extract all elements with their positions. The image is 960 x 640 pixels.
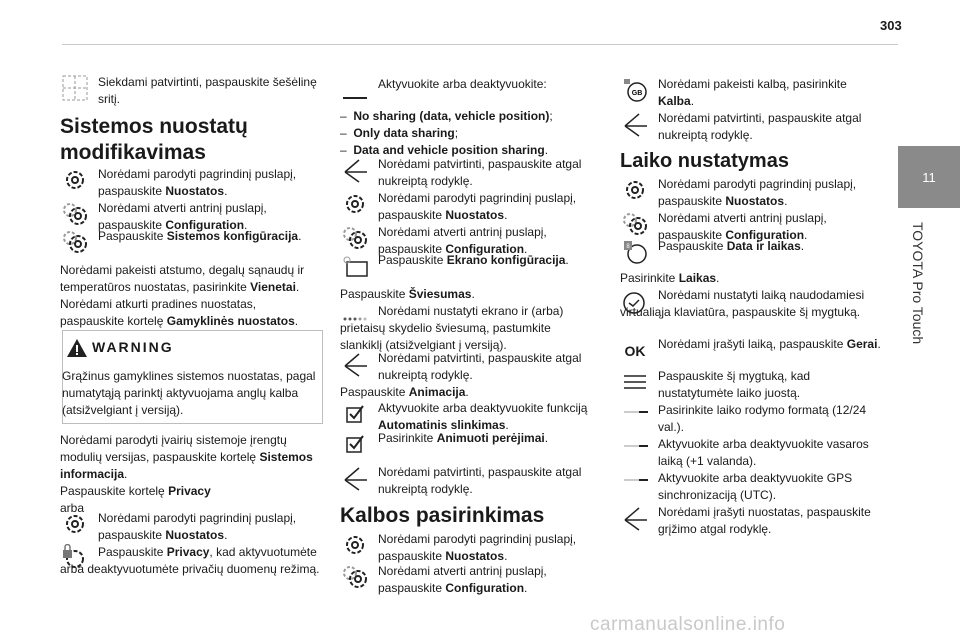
step-text: Pasirinkite bbox=[378, 431, 437, 445]
step-bold: Kalba bbox=[658, 94, 691, 108]
grid-icon bbox=[60, 74, 90, 104]
step-text: Norėdami parodyti pagrindinį puslapį, paspauskite bbox=[98, 167, 297, 198]
para-end: . bbox=[465, 385, 469, 399]
step-bold: Automatinis slinkimas bbox=[378, 418, 506, 432]
step-end: . bbox=[224, 528, 228, 542]
bullet-item: – No sharing (data, vehicle position); bbox=[340, 109, 553, 123]
para-end: . bbox=[124, 467, 128, 481]
step-text: Norėdami atverti antrinį puslapį, paspauskite bbox=[378, 225, 547, 256]
para-text: Norėdami parodyti įvairių sistemoje įrengtų modulių versijas, paspauskite kortelę bbox=[60, 433, 287, 464]
step-text: Norėdami atverti antrinį puslapį, paspauskite bbox=[98, 201, 267, 232]
select-time-line bbox=[620, 270, 885, 287]
para-end: . bbox=[716, 271, 720, 285]
step-text: Norėdami pakeisti kalbą, pasirinkite bbox=[658, 77, 847, 91]
warning-title: WARNING bbox=[92, 339, 174, 355]
step-text: Norėdami atverti antrinį puslapį, paspauskite bbox=[378, 564, 547, 595]
step-bold: Data ir laikas bbox=[726, 239, 801, 253]
step-end: . bbox=[504, 208, 508, 222]
step-end: . bbox=[784, 194, 788, 208]
step-bold: Configuration bbox=[445, 581, 525, 595]
para-text: arba bbox=[60, 501, 85, 515]
back-text: Norėdami patvirtinti, paspauskite atgal nukreiptą rodyklę. bbox=[378, 465, 582, 496]
toggle-instruction bbox=[340, 76, 590, 106]
bullet-end: ; bbox=[549, 109, 553, 123]
page-number: 303 bbox=[880, 18, 902, 33]
heading-line-1: Sistemos nuostatų bbox=[60, 115, 248, 138]
step-text: Norėdami parodyti pagrindinį puslapį, paspauskite bbox=[378, 191, 577, 222]
sharing-options bbox=[340, 108, 590, 159]
step-end: . bbox=[544, 431, 549, 445]
para-text: Norėdami atkurti pradines nuostatas, paspauskite kortelę bbox=[60, 297, 257, 328]
para-bold: Vienetai bbox=[250, 280, 296, 294]
lang-step-home bbox=[340, 531, 590, 565]
step-end: . bbox=[690, 94, 695, 108]
step-screen-config bbox=[340, 252, 590, 282]
save-text: Norėdami įrašyti nuostatas, paspauskite grįžimo atgal rodyklę. bbox=[658, 505, 871, 536]
auto-scroll-step bbox=[340, 400, 590, 434]
section-heading-language: Kalbos pasirinkimas bbox=[340, 504, 545, 527]
timezone-step bbox=[620, 368, 885, 402]
step-bold: Gerai bbox=[846, 337, 878, 351]
para-bold: Privacy bbox=[168, 484, 211, 498]
back-step-1 bbox=[340, 156, 590, 190]
menu-icon bbox=[620, 368, 650, 398]
gear-icon bbox=[340, 531, 370, 561]
para-text: Norėdami pakeisti atstumo, degalų sąnaudų ir temperatūros nuostatas, pasirinkite bbox=[60, 263, 305, 294]
section-heading-system bbox=[60, 114, 248, 166]
keyboard-text: Norėdami nustatyti laiką naudodamiesi virtualiąja klaviatūra, paspauskite šį mygtuką. bbox=[620, 288, 865, 319]
header-divider bbox=[62, 44, 898, 45]
grid-instruction bbox=[60, 74, 322, 108]
bullet-bold: Only data sharing bbox=[353, 126, 455, 140]
step-bold: Nuostatos bbox=[725, 194, 785, 208]
step-text: Paspauskite bbox=[98, 229, 167, 243]
step-bold: Nuostatos bbox=[445, 549, 505, 563]
step-system-config bbox=[60, 228, 322, 258]
step-text: Norėdami parodyti pagrindinį puslapį, paspauskite bbox=[378, 532, 577, 563]
step-end: . bbox=[804, 228, 808, 242]
privacy-lock-icon bbox=[60, 544, 90, 574]
bullet-bold: Data and vehicle position sharing bbox=[353, 143, 545, 157]
para-end: . bbox=[295, 280, 300, 294]
chapter-title: TOYOTA Pro Touch bbox=[910, 222, 926, 345]
step-end: , kad aktyvuotumėte arba deaktyvuotumėte privačių duomenų režimą. bbox=[60, 545, 320, 576]
back-step-3 bbox=[340, 464, 590, 498]
format-text: Pasirinkite laiko rodymo formatą (12/24 val.). bbox=[658, 403, 867, 434]
step-text: Norėdami atverti antrinį puslapį, paspauskite bbox=[658, 211, 827, 242]
double-gear-icon bbox=[60, 228, 90, 258]
step-end: . bbox=[877, 337, 881, 351]
clock-icon bbox=[620, 238, 650, 268]
back-step-2 bbox=[340, 350, 590, 384]
warning-text: Grąžinus gamyklines sistemos nuostatas, pagal numatytąją parinktį aktyvuojama anglų kalba (atsižvelgiant į versiją). bbox=[62, 369, 316, 417]
para-bold: Animacija bbox=[408, 385, 466, 399]
back-text: Norėdami patvirtinti, paspauskite atgal nukreiptą rodyklę. bbox=[378, 157, 582, 188]
timezone-text: Paspauskite šį mygtuką, kad nustatytumėte laiko juostą. bbox=[658, 369, 811, 400]
back-step bbox=[620, 110, 885, 144]
checkbox-icon bbox=[340, 400, 370, 430]
para-bold: Sistemos informacija bbox=[60, 450, 313, 481]
toggle-line-icon bbox=[340, 76, 370, 106]
step-text: Paspauskite bbox=[98, 545, 167, 559]
keyboard-step bbox=[620, 287, 885, 321]
bullet-item: – Only data sharing; bbox=[340, 126, 459, 140]
step-bold: Configuration bbox=[445, 242, 525, 256]
svg-text:8: 8 bbox=[626, 244, 630, 250]
chapter-number: 11 bbox=[922, 169, 936, 185]
back-arrow-icon bbox=[620, 504, 650, 534]
para-text: Paspauskite kortelę bbox=[60, 484, 169, 498]
bullet-item: – Data and vehicle position sharing. bbox=[340, 143, 549, 157]
step-bold: Configuration bbox=[725, 228, 805, 242]
toggle-line-icon bbox=[620, 470, 650, 500]
step-bold: Nuostatos bbox=[165, 528, 225, 542]
step-bold: Nuostatos bbox=[445, 208, 505, 222]
para-text: Pasirinkite bbox=[620, 271, 679, 285]
step-home bbox=[60, 166, 322, 200]
animation-line bbox=[340, 384, 590, 401]
para-text: Paspauskite bbox=[340, 287, 409, 301]
gear-icon bbox=[60, 166, 90, 196]
step-text: Paspauskite bbox=[378, 253, 447, 267]
heading-line-2: modifikavimas bbox=[60, 141, 206, 164]
toggle-line-icon bbox=[620, 402, 650, 432]
step-home-2 bbox=[60, 510, 322, 544]
step-home bbox=[340, 190, 590, 224]
double-gear-icon bbox=[340, 224, 370, 254]
step-text: Norėdami parodyti pagrindinį puslapį, paspauskite bbox=[98, 511, 297, 542]
chapter-tab bbox=[898, 146, 960, 208]
gear-icon bbox=[340, 190, 370, 220]
ok-button-icon: OK bbox=[624, 342, 646, 359]
step-end: . bbox=[505, 418, 509, 432]
step-text: Norėdami parodyti pagrindinį puslapį, paspauskite bbox=[658, 177, 857, 208]
back-arrow-icon bbox=[340, 464, 370, 494]
keyboard-check-icon bbox=[620, 289, 650, 319]
double-gear-icon bbox=[340, 563, 370, 593]
step-text: Norėdami įrašyti laiką, paspauskite bbox=[658, 337, 847, 351]
section-heading-time: Laiko nustatymas bbox=[620, 150, 789, 172]
date-time-step bbox=[620, 238, 885, 268]
step-privacy bbox=[60, 544, 322, 578]
step-bold: Animuoti perėjimai bbox=[436, 431, 545, 445]
back-text: Norėdami patvirtinti, paspauskite atgal nukreiptą rodyklę. bbox=[378, 351, 582, 382]
double-gear-icon bbox=[620, 210, 650, 240]
transitions-step bbox=[340, 430, 590, 460]
paragraph-units bbox=[60, 262, 322, 330]
bullet-end: ; bbox=[454, 126, 459, 140]
toggle-text: Aktyvuokite arba deaktyvuokite: bbox=[378, 77, 547, 91]
step-text: Aktyvuokite arba deaktyvuokite funkciją bbox=[378, 401, 588, 415]
step-bold: Ekrano konfigūracija bbox=[446, 253, 566, 267]
para-text: Paspauskite bbox=[340, 385, 409, 399]
step-end: . bbox=[524, 581, 528, 595]
time-step-home bbox=[620, 176, 885, 210]
step-end: . bbox=[504, 549, 508, 563]
gear-icon bbox=[60, 510, 90, 540]
para-bold: Gamyklinės nuostatos bbox=[166, 314, 295, 328]
para-bold: Šviesumas bbox=[408, 287, 472, 301]
step-end: . bbox=[224, 184, 228, 198]
save-step bbox=[620, 504, 885, 538]
back-arrow-icon bbox=[340, 350, 370, 380]
slider-step bbox=[340, 303, 590, 354]
grid-text: Siekdami patvirtinti, paspauskite šešėlinę sritį. bbox=[98, 75, 317, 106]
step-end: . bbox=[524, 242, 528, 256]
slider-dots-icon bbox=[340, 305, 370, 335]
step-end: . bbox=[298, 229, 302, 243]
format-step bbox=[620, 402, 885, 436]
gear-icon bbox=[620, 176, 650, 206]
back-arrow-icon bbox=[340, 156, 370, 186]
para-end: . bbox=[294, 314, 299, 328]
step-bold: Sistemos konfigūracija bbox=[166, 229, 299, 243]
warning-icon bbox=[66, 338, 88, 363]
svg-text:GB: GB bbox=[631, 90, 643, 97]
screen-brightness-icon bbox=[340, 252, 370, 282]
ok-step bbox=[620, 336, 885, 366]
gps-text: Aktyvuokite arba deaktyvuokite GPS sinchronizaciją (UTC). bbox=[658, 471, 853, 502]
para-end: . bbox=[471, 287, 475, 301]
toggle-line-icon bbox=[620, 436, 650, 466]
gps-step bbox=[620, 470, 885, 504]
brightness-line bbox=[340, 286, 590, 303]
language-flag-icon bbox=[620, 76, 650, 106]
back-text: Norėdami patvirtinti, paspauskite atgal nukreiptą rodyklę. bbox=[658, 111, 862, 142]
lang-step-config bbox=[340, 563, 590, 597]
paragraph-info bbox=[60, 432, 322, 517]
dst-text: Aktyvuokite arba deaktyvuokite vasaros laiką (+1 valanda). bbox=[658, 437, 869, 468]
step-end: . bbox=[800, 239, 805, 253]
step-end: . bbox=[244, 218, 248, 232]
checkbox-icon bbox=[340, 430, 370, 460]
bullet-end: . bbox=[544, 143, 549, 157]
back-arrow-icon bbox=[620, 110, 650, 140]
para-bold: Laikas bbox=[678, 271, 717, 285]
footer-watermark: carmanualsonline.info bbox=[590, 614, 786, 635]
step-bold: Nuostatos bbox=[165, 184, 225, 198]
slider-text: Norėdami nustatyti ekrano ir (arba) prietaisų skydelio šviesumą, pastumkite slankiklį (atsižvelgiant į versiją). bbox=[340, 304, 564, 352]
language-step bbox=[620, 76, 885, 110]
step-end: . bbox=[565, 253, 569, 267]
chapter-side-title bbox=[908, 222, 928, 372]
step-bold: Privacy bbox=[166, 545, 210, 559]
step-text: Paspauskite bbox=[658, 239, 727, 253]
dst-step bbox=[620, 436, 885, 470]
step-bold: Configuration bbox=[165, 218, 245, 232]
double-gear-icon bbox=[60, 200, 90, 230]
bullet-bold: No sharing (data, vehicle position) bbox=[353, 109, 550, 123]
